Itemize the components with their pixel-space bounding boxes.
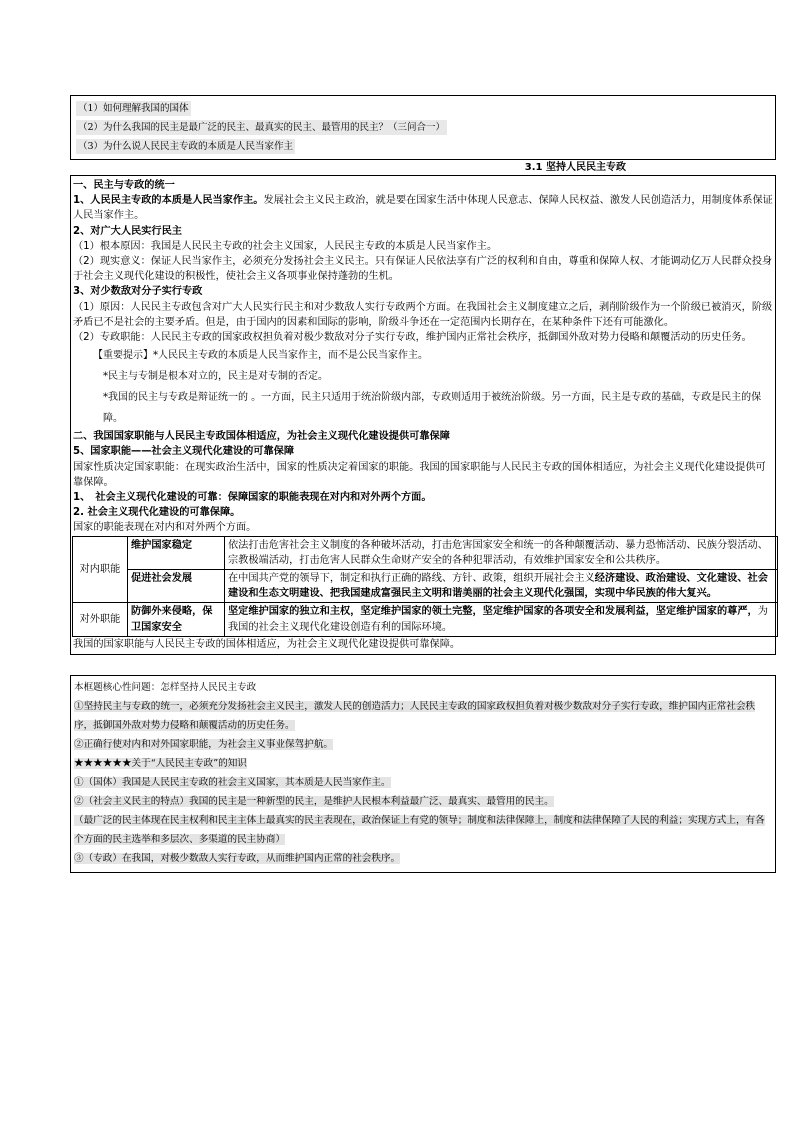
heading-3: 3、对少数敌对分子实行专政 bbox=[73, 286, 203, 298]
table-row bbox=[73, 603, 778, 636]
summary-box bbox=[70, 675, 776, 873]
summary-item-text: ①坚持民主与专政的统一，必须充分发扬社会主义民主，激发人民的创造活力；人民民主专政的国家政权担负着对极少数敌对分子实行专政，维护国内正常社会秩序，抵御国外敌对势力侵略和颠覆活动的历史任务。 bbox=[74, 701, 756, 732]
row-sub-label: 防御外来侵略，保卫国家安全 bbox=[128, 603, 225, 636]
row-description-plain: 在中国共产党的领导下，制定和执行正确的路线、方针、政策，组织开展社会主义 bbox=[228, 573, 595, 585]
heading-1: 一、民主与专政的统一 bbox=[73, 180, 175, 191]
page bbox=[70, 95, 776, 873]
summary-item bbox=[74, 773, 772, 792]
row-description-bold: 经济建设、政治建设、文化建设、社会建设和生态文明建设、把我国建成富强民主文明和谐美丽的社会主义现代化强国，实现中华民族的伟大复兴。 bbox=[228, 573, 768, 600]
summary-item bbox=[74, 811, 772, 849]
paragraph-7: 国家的职能表现在对内和对外两个方面。 bbox=[73, 522, 257, 534]
paragraph-3a: （1）原因：人民民主专政包含对广大人民实行民主和对少数敌人实行专政两个方面。在我国社会主义制度建立之后，剥削阶级作为一个阶级已被消灭，阶级矛盾已不是社会的主要矛盾。但是，由于国内的因素和国际的影响，阶级斗争还在一定范围内长期存在，在某种条件下还有可能激化。 bbox=[73, 301, 773, 328]
row-description-bold: 坚定维护国家的独立和主权，坚定维护国家的领土完整，坚定维护国家的各项安全和发展利益，坚定维护国家的尊严， bbox=[228, 606, 758, 618]
tip-3: *我国的民主与专政是辩证统一的 。一方面，民主只适用于统治阶级内部，专政则适用于被统治阶级。另一方面，民主是专政的基础，专政是民主的保障。 bbox=[103, 392, 762, 425]
row-description bbox=[225, 603, 778, 636]
paragraph-5: 国家性质决定国家职能：在现实政治生活中，国家的性质决定着国家的职能。我国的国家职能与人民民主专政的国体相适应，为社会主义现代化建设提供可靠保障。 bbox=[73, 461, 766, 488]
row-sub-label: 促进社会发展 bbox=[128, 570, 225, 603]
summary-item-text: ①（国体）我国是人民民主专政的社会主义国家，其本质是人民当家作主。 bbox=[74, 777, 391, 789]
summary-item bbox=[74, 792, 772, 811]
heading-4: 二、我国国家职能与人民民主专政国体相适应，为社会主义现代化建设提供可靠保障 bbox=[73, 431, 450, 443]
paragraph-8: 我国的国家职能与人民民主专政的国体相适应，为社会主义现代化建设提供可靠保障。 bbox=[73, 638, 461, 650]
paragraph-2a: （1）根本原因：我国是人民民主专政的社会主义国家，人民民主专政的本质是人民当家作主。 bbox=[73, 240, 498, 252]
heading-5: 5、国家职能——社会主义现代化建设的可靠保障 bbox=[73, 446, 295, 458]
summary-item-text: ②正确行使对内和对外国家职能，为社会主义事业保驾护航。 bbox=[74, 739, 334, 751]
summary-item bbox=[74, 849, 772, 868]
summary-title bbox=[74, 678, 772, 697]
main-content bbox=[70, 175, 776, 655]
paragraph-3b: （2）专政职能：人民民主专政的国家政权担负着对极少数敌对分子实行专政，维护国内正常社会秩序，抵御国外敌对势力侵略和颠覆活动的历史任务。 bbox=[73, 332, 752, 344]
summary-item-text: ★★★★★★关于“人民民主专政”的知识 bbox=[74, 758, 247, 770]
question-box bbox=[70, 95, 776, 160]
heading-2: 2、对广大人民实行民主 bbox=[73, 225, 182, 237]
heading-7: 2. 社会主义现代化建设的可靠保障。 bbox=[73, 507, 241, 519]
summary-item bbox=[74, 735, 772, 754]
paragraph-1 bbox=[73, 193, 773, 223]
row-description: 依法打击危害社会主义制度的各种破坏活动，打击危害国家安全和统一的各种颠覆活动、暴力恐怖活动、民族分裂活动、宗教极端活动，打击危害人民群众生命财产安全的各种犯罪活动，有效维护国家安全和公共秩序。 bbox=[225, 536, 778, 569]
heading-6: 1、 社会主义现代化建设的可靠：保障国家的职能表现在对内和对外两个方面。 bbox=[73, 492, 432, 504]
question-1: （1）如何理解我国的国体 bbox=[78, 103, 189, 114]
summary-item-text: （最广泛的民主体现在民主权利和民主主体上最真实的民主表现在，政治保证上有党的领导；制度和法律保障上，制度和法律保障了人民的利益；实现方式上，有各个方面的民主选举和多层次、多渠道的民主协商） bbox=[74, 815, 765, 846]
summary-title-text: 本框题核心性问题：怎样坚持人民民主专政 bbox=[74, 682, 257, 694]
functions-table bbox=[72, 536, 778, 637]
paragraph-1-body: 发展社会主义民主政治，就是要在国家生活中体现人民意志、保障人民权益、激发人民创造活力，用制度体系保证人民当家作主。 bbox=[73, 195, 773, 222]
summary-item-text: ②（社会主义民主的特点）我国的民主是一种新型的民主，是维护人民根本利益最广泛、最真实、最管用的民主。 bbox=[74, 796, 554, 808]
row-description-plain: 为我国的社会主义现代化建设创造有利的国际环境。 bbox=[228, 606, 768, 633]
question-row bbox=[76, 137, 770, 156]
paragraph-2b: （2）现实意义：保证人民当家作主，必须充分发扬社会主义民主。只有保证人民依法享有广泛的权利和自由，尊重和保障人权、才能调动亿万人民群众投身于社会主义现代化建设的积极性，使社会主义各项事业保持蓬勃的生机。 bbox=[73, 256, 773, 283]
summary-item bbox=[74, 754, 772, 773]
section-title: 3.1 坚持人民民主专政 bbox=[524, 162, 626, 173]
table-row bbox=[73, 570, 778, 603]
question-3: （3）为什么说人民民主专政的本质是人民当家作主 bbox=[78, 141, 294, 152]
question-row bbox=[76, 99, 770, 118]
table-row bbox=[73, 536, 778, 569]
question-row bbox=[76, 118, 770, 137]
domestic-label: 对内职能 bbox=[73, 536, 128, 603]
foreign-label: 对外职能 bbox=[73, 603, 128, 636]
tip-1: 【重要提示】*人民民主专政的本质是人民当家作主，而不是公民当家作主。 bbox=[93, 350, 428, 362]
row-description bbox=[225, 570, 778, 603]
paragraph-1-lead: 1、人民民主专政的本质是人民当家作主。 bbox=[73, 195, 264, 207]
summary-item bbox=[74, 697, 772, 735]
question-2: （2）为什么我国的民主是最广泛的民主、最真实的民主、最管用的民主？（三问合一） bbox=[78, 122, 446, 133]
summary-item-text: ③（专政）在我国，对极少数敌人实行专政，从而维护国内正常的社会秩序。 bbox=[74, 853, 401, 865]
tip-2: *民主与专制是根本对立的，民主是对专制的否定。 bbox=[103, 371, 328, 383]
row-sub-label: 维护国家稳定 bbox=[128, 536, 225, 569]
